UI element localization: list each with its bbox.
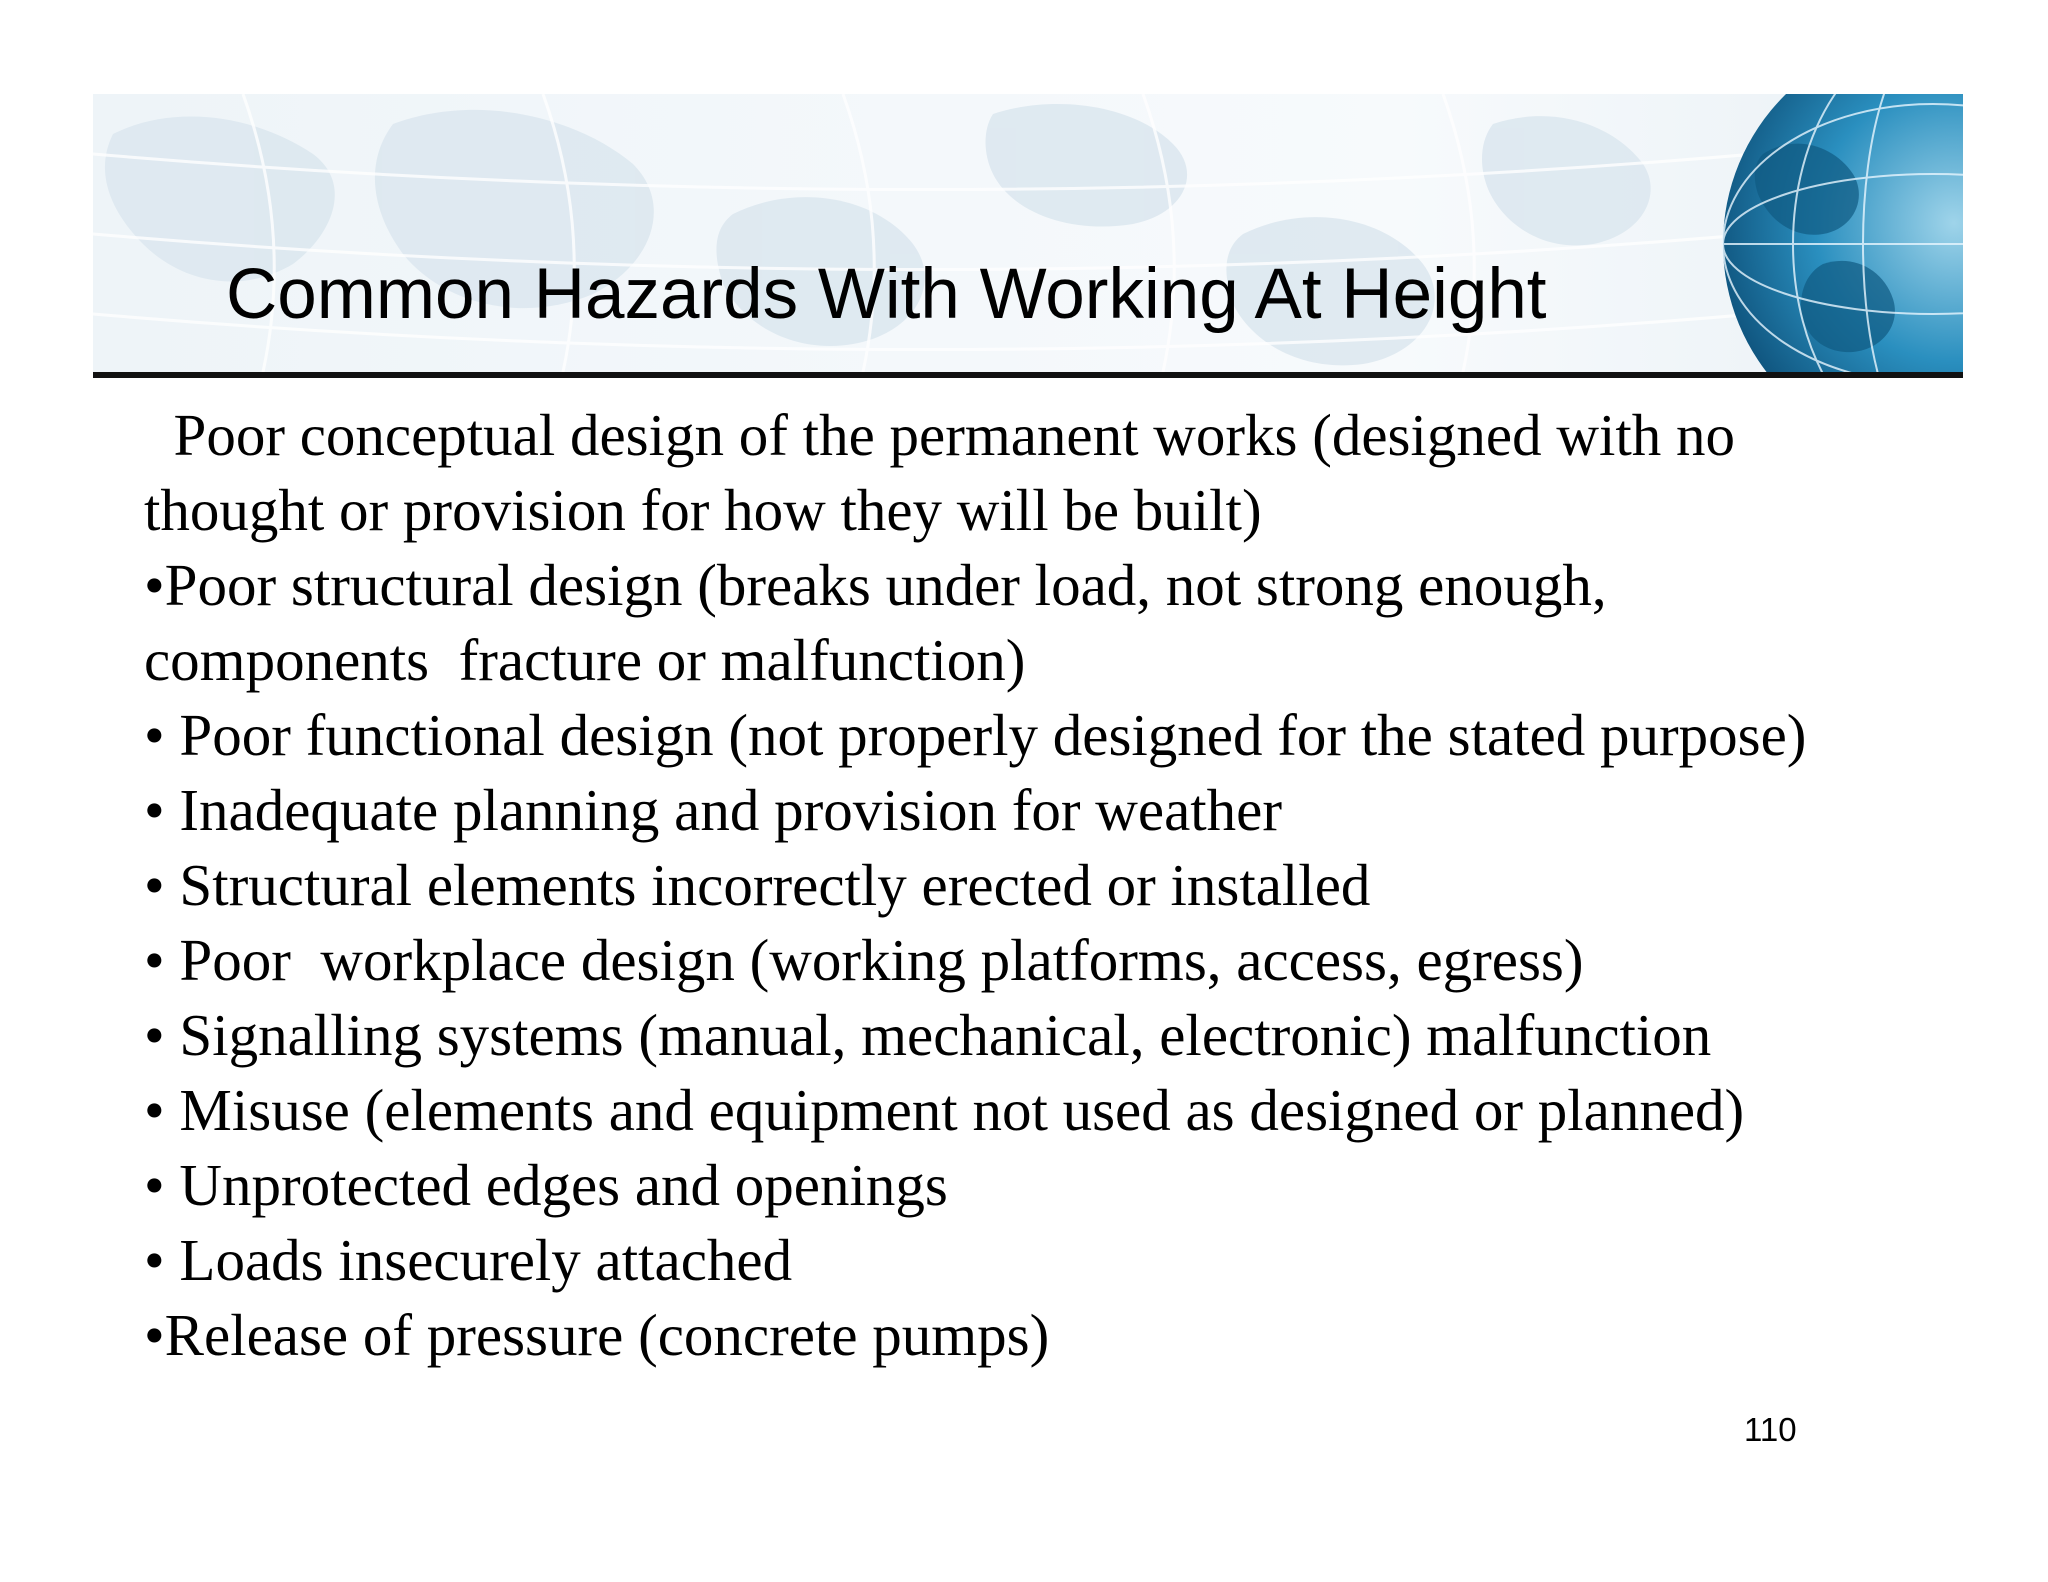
list-line: thought or provision for how they will be built) <box>144 477 1262 543</box>
list-line: •Release of pressure (concrete pumps) <box>144 1302 1050 1368</box>
list-line: • Poor workplace design (working platforms, access, egress) <box>144 927 1584 993</box>
list-line: • Unprotected edges and openings <box>144 1152 948 1218</box>
list-line: • Poor functional design (not properly designed for the stated purpose) <box>144 702 1807 768</box>
list-line: Poor conceptual design of the permanent works (designed with no <box>144 402 1735 468</box>
header-banner <box>93 94 1963 372</box>
list-line: •Poor structural design (breaks under load, not strong enough, <box>144 552 1607 618</box>
title-divider <box>93 372 1963 378</box>
list-line: • Structural elements incorrectly erected or installed <box>144 852 1371 918</box>
page-number: 110 <box>1744 1411 1797 1448</box>
hazard-list <box>144 398 1924 1373</box>
globe-icon <box>1703 94 1963 372</box>
list-line: • Inadequate planning and provision for weather <box>144 777 1282 843</box>
list-line: • Loads insecurely attached <box>144 1227 793 1293</box>
list-line: components fracture or malfunction) <box>144 627 1026 693</box>
slide-title: Common Hazards With Working At Height <box>226 255 1547 334</box>
list-line: • Signalling systems (manual, mechanical, electronic) malfunction <box>144 1002 1712 1068</box>
list-line: • Misuse (elements and equipment not used as designed or planned) <box>144 1077 1745 1143</box>
